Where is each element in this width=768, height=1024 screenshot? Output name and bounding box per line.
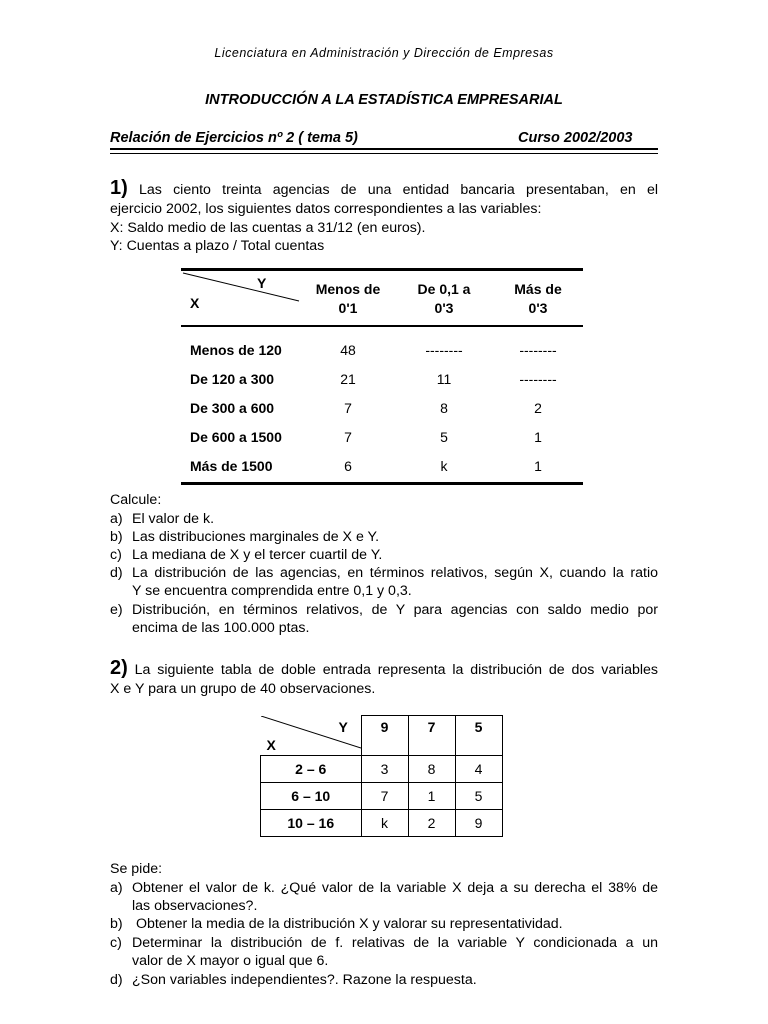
exercise-1-intro (110, 176, 658, 256)
column-header-de-01-a-03: De 0,1 a 0'3 (417, 281, 471, 316)
corner-label-y: Y (338, 718, 348, 735)
list-text: Obtener el valor de k. ¿Qué valor de la variable X deja a su derecha el 38% de (132, 880, 658, 896)
table-cell: -------- (519, 370, 557, 387)
row-label: De 300 a 600 (190, 399, 275, 416)
list-letter: b) (110, 529, 123, 545)
list-text: La distribución de las agencias, en términos relativos, según X, cuando la ratio (132, 565, 658, 581)
column-header: 7 (408, 716, 455, 756)
column-header-menos-01: Menos de 0'1 (315, 281, 381, 316)
table-row (181, 335, 583, 364)
calcule-label: Calcule: (110, 492, 162, 508)
table-row (261, 810, 503, 837)
list-item (110, 934, 658, 970)
corner-label-x: X (190, 295, 200, 311)
course-subtitle: Licenciatura en Administración y Dirección de Empresas (214, 46, 554, 60)
table-cell: k (361, 810, 408, 837)
row-label: 6 – 10 (261, 783, 362, 810)
table-cell: 8 (408, 756, 455, 783)
table-cell: 2 (534, 399, 542, 416)
corner-cell (261, 716, 362, 756)
table-cell: 1 (534, 428, 542, 445)
list-letter: a) (110, 880, 123, 896)
list-text: encima de las 100.000 ptas. (132, 620, 310, 636)
table-cell: 48 (340, 341, 356, 358)
table-cell: -------- (519, 341, 557, 358)
list-text: valor de X mayor o igual que 6. (132, 953, 329, 969)
row-label: De 120 a 300 (190, 370, 275, 387)
exercise-1-table (181, 268, 583, 485)
table-row (181, 364, 583, 393)
row-label: 2 – 6 (261, 756, 362, 783)
exercise-2-number: 2) (110, 657, 128, 679)
table-cell: -------- (425, 341, 463, 358)
list-item (110, 915, 658, 933)
table-cell: 7 (344, 399, 352, 416)
list-item (110, 971, 658, 989)
list-letter: c) (110, 935, 122, 951)
table-row (261, 756, 503, 783)
corner-label-y: Y (257, 275, 267, 291)
list-letter: c) (110, 547, 122, 563)
table-header-row (261, 716, 503, 756)
table-cell: 2 (408, 810, 455, 837)
list-item (110, 564, 658, 600)
exercise-1-variable-y: Y: Cuentas a plazo / Total cuentas (110, 238, 325, 254)
table-row (181, 393, 583, 422)
header-rule-thin (110, 153, 658, 154)
row-label: De 600 a 1500 (190, 428, 282, 445)
list-item (110, 546, 658, 564)
list-item (110, 879, 658, 915)
exercise-1-intro-line2: ejercicio 2002, los siguientes datos correspondientes a las variables: (110, 201, 542, 217)
column-header: 9 (361, 716, 408, 756)
table-cell: 21 (340, 370, 356, 387)
table-row (261, 783, 503, 810)
header-rule-thick (110, 148, 658, 150)
row-label: 10 – 16 (261, 810, 362, 837)
exercise-1-intro-line1: Las ciento treinta agencias de una entidad bancaria presentaban, en el (139, 182, 658, 198)
table-row (181, 451, 583, 480)
table-cell: 7 (344, 428, 352, 445)
list-text: La mediana de X y el tercer cuartil de Y. (132, 547, 383, 563)
exercise-1-table-body (181, 335, 583, 480)
list-text: las observaciones?. (132, 898, 258, 914)
exercise-1-variable-x: X: Saldo medio de las cuentas a 31/12 (en euros). (110, 219, 426, 236)
list-text: Las distribuciones marginales de X e Y. (132, 529, 380, 545)
exercise-1-table-header (181, 271, 583, 327)
table-cell: k (440, 457, 448, 474)
list-item (110, 510, 658, 528)
list-text: ¿Son variables independientes?. Razone la respuesta. (132, 972, 477, 988)
row-label: Más de 1500 (190, 457, 273, 474)
list-item (110, 601, 658, 637)
table-cell: 9 (455, 810, 502, 837)
exercise-2-intro-line1: La siguiente tabla de doble entrada representa la distribución de dos variables (134, 662, 658, 678)
table-cell: 1 (534, 457, 542, 474)
list-text: Y se encuentra comprendida entre 0,1 y 0,3. (132, 583, 412, 599)
page-title: INTRODUCCIÓN A LA ESTADÍSTICA EMPRESARIAL (205, 92, 563, 108)
list-text: Obtener la media de la distribución X y valorar su representatividad. (132, 916, 563, 932)
table-cell: 4 (455, 756, 502, 783)
exercise-1-number: 1) (110, 177, 128, 199)
column-header-mas-03: Más de 0'3 (514, 281, 562, 316)
table-cell: 1 (408, 783, 455, 810)
table-cell: 6 (344, 457, 352, 474)
table-cell: 5 (440, 428, 448, 445)
table-cell: 11 (436, 370, 452, 387)
table-cell: 8 (440, 399, 448, 416)
row-label: Menos de 120 (190, 341, 282, 358)
corner-label-x: X (266, 736, 276, 753)
exercise-2-table (260, 715, 503, 837)
table-cell: 5 (455, 783, 502, 810)
list-text: Distribución, en términos relativos, de Y para agencias con saldo medio por (132, 602, 658, 618)
exercise-set-title: Relación de Ejercicios nº 2 ( tema 5) (110, 130, 358, 146)
course-year: Curso 2002/2003 (518, 130, 633, 146)
list-letter: d) (110, 972, 123, 988)
list-letter: a) (110, 511, 123, 527)
column-header: 5 (455, 716, 502, 756)
table-row (181, 422, 583, 451)
exercise-2-intro-line2: X e Y para un grupo de 40 observaciones. (110, 681, 376, 697)
table-cell: 3 (361, 756, 408, 783)
list-text: El valor de k. (132, 511, 215, 527)
exercise-2-intro (110, 656, 658, 699)
table-cell: 7 (361, 783, 408, 810)
list-letter: d) (110, 565, 123, 581)
list-letter: e) (110, 602, 123, 618)
list-letter: b) (110, 916, 123, 932)
list-item (110, 528, 658, 546)
se-pide-label: Se pide: (110, 861, 163, 877)
list-text: Determinar la distribución de f. relativas de la variable Y condicionada a un (132, 935, 658, 951)
